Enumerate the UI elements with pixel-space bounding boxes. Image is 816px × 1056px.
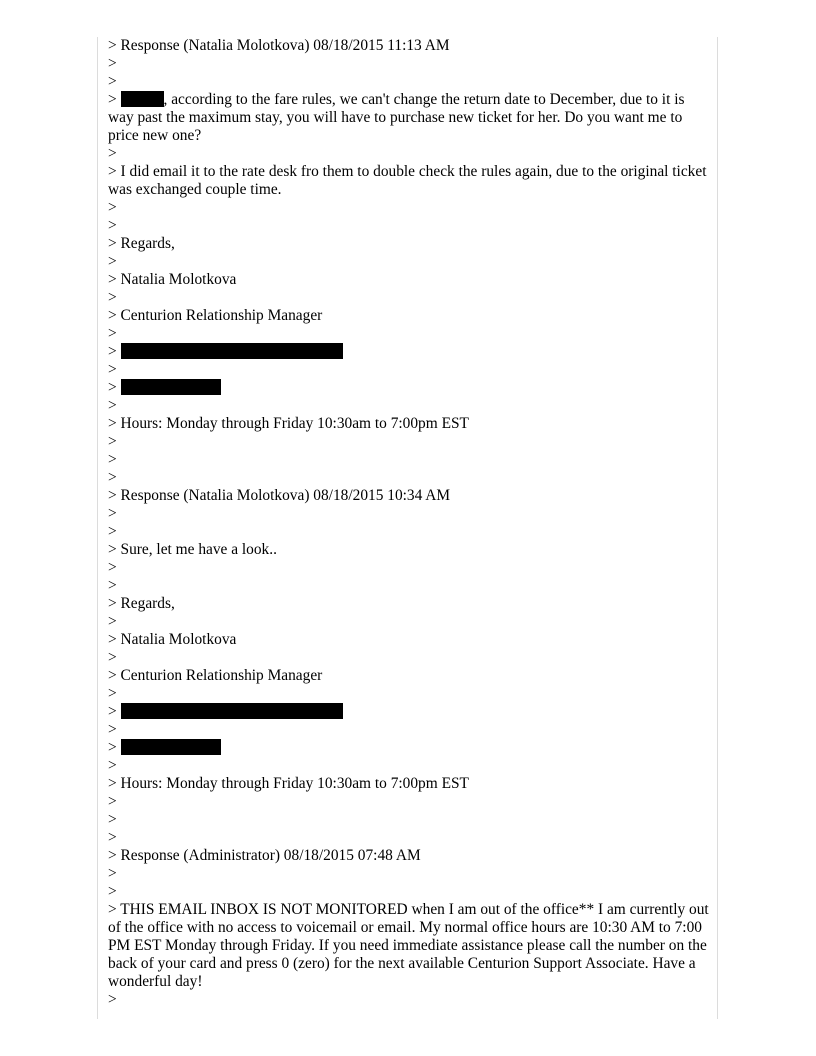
response-block-1 <box>108 37 710 487</box>
quote-marker: > <box>108 505 117 522</box>
quote-marker: > <box>108 199 117 216</box>
signature-regards: > Regards, <box>108 595 175 612</box>
quote-marker: > <box>108 397 117 414</box>
quote-marker: > <box>108 757 117 774</box>
quote-marker: > <box>108 361 117 378</box>
signature-title: > Centurion Relationship Manager <box>108 307 323 324</box>
signature-hours: > Hours: Monday through Friday 10:30am to 7:00pm EST <box>108 775 469 792</box>
quote-marker: > <box>108 829 117 846</box>
redacted-phone <box>121 379 221 395</box>
redacted-email <box>121 703 343 719</box>
quote-marker: > <box>108 577 117 594</box>
redacted-phone <box>121 739 221 755</box>
response-header: > Response (Natalia Molotkova) 08/18/2015 10:34 AM <box>108 487 451 504</box>
quote-marker: > <box>108 883 117 900</box>
quote-marker: > <box>108 55 117 72</box>
signature-name: > Natalia Molotkova <box>108 271 237 288</box>
quote-marker: > <box>108 289 117 306</box>
quote-marker: > <box>108 793 117 810</box>
response-block-2 <box>108 487 710 847</box>
redacted-email <box>121 343 343 359</box>
response-block-3 <box>108 847 713 1009</box>
quote-prefix: > <box>108 739 121 756</box>
quote-marker: > <box>108 685 117 702</box>
quote-marker: > <box>108 73 117 90</box>
signature-phone-line <box>108 739 710 757</box>
paragraph-text: , according to the fare rules, we can't change the return date to December, due to it is way past the maximum stay, you will have to purchase new ticket for her. Do you want me to price new one? <box>108 91 689 144</box>
quote-marker: > <box>108 721 117 738</box>
quote-marker: > <box>108 253 117 270</box>
quote-marker: > <box>108 469 117 486</box>
quote-marker: > <box>108 217 117 234</box>
redacted-name <box>121 91 164 107</box>
quote-marker: > <box>108 325 117 342</box>
signature-regards: > Regards, <box>108 235 175 252</box>
quote-prefix: > <box>108 343 121 360</box>
message-paragraph: > I did email it to the rate desk fro them to double check the rules again, due to the original ticket was exchanged couple time. <box>108 163 711 198</box>
quote-marker: > <box>108 811 117 828</box>
quote-prefix: > <box>108 91 121 108</box>
quote-prefix: > <box>108 703 121 720</box>
signature-email-line <box>108 703 710 721</box>
message-paragraph: > Sure, let me have a look.. <box>108 541 277 558</box>
email-thread <box>108 37 713 1009</box>
quote-marker: > <box>108 451 117 468</box>
quote-prefix: > <box>108 379 121 396</box>
signature-title: > Centurion Relationship Manager <box>108 667 323 684</box>
signature-phone-line <box>108 379 710 397</box>
message-paragraph: > THIS EMAIL INBOX IS NOT MONITORED when I am out of the office** I am currently out of the office with no access to voicemail or email. My normal office hours are 10:30 AM to 7:00 PM EST Monday through Friday. If you need immediate assistance please call the number on the back of your card and press 0 (zero) for the next available Centurion Support Associate. Have a wonderful day! <box>108 901 713 990</box>
response-header: > Response (Natalia Molotkova) 08/18/2015 11:13 AM <box>108 37 450 54</box>
quote-marker: > <box>108 649 117 666</box>
quote-marker: > <box>108 145 117 162</box>
signature-hours: > Hours: Monday through Friday 10:30am to 7:00pm EST <box>108 415 469 432</box>
signature-email-line <box>108 343 710 361</box>
response-header: > Response (Administrator) 08/18/2015 07:48 AM <box>108 847 421 864</box>
quote-marker: > <box>108 865 117 882</box>
quote-marker: > <box>108 613 117 630</box>
quote-marker: > <box>108 991 117 1008</box>
message-paragraph <box>108 91 710 145</box>
quote-marker: > <box>108 523 117 540</box>
quote-marker: > <box>108 433 117 450</box>
signature-name: > Natalia Molotkova <box>108 631 237 648</box>
quote-marker: > <box>108 559 117 576</box>
